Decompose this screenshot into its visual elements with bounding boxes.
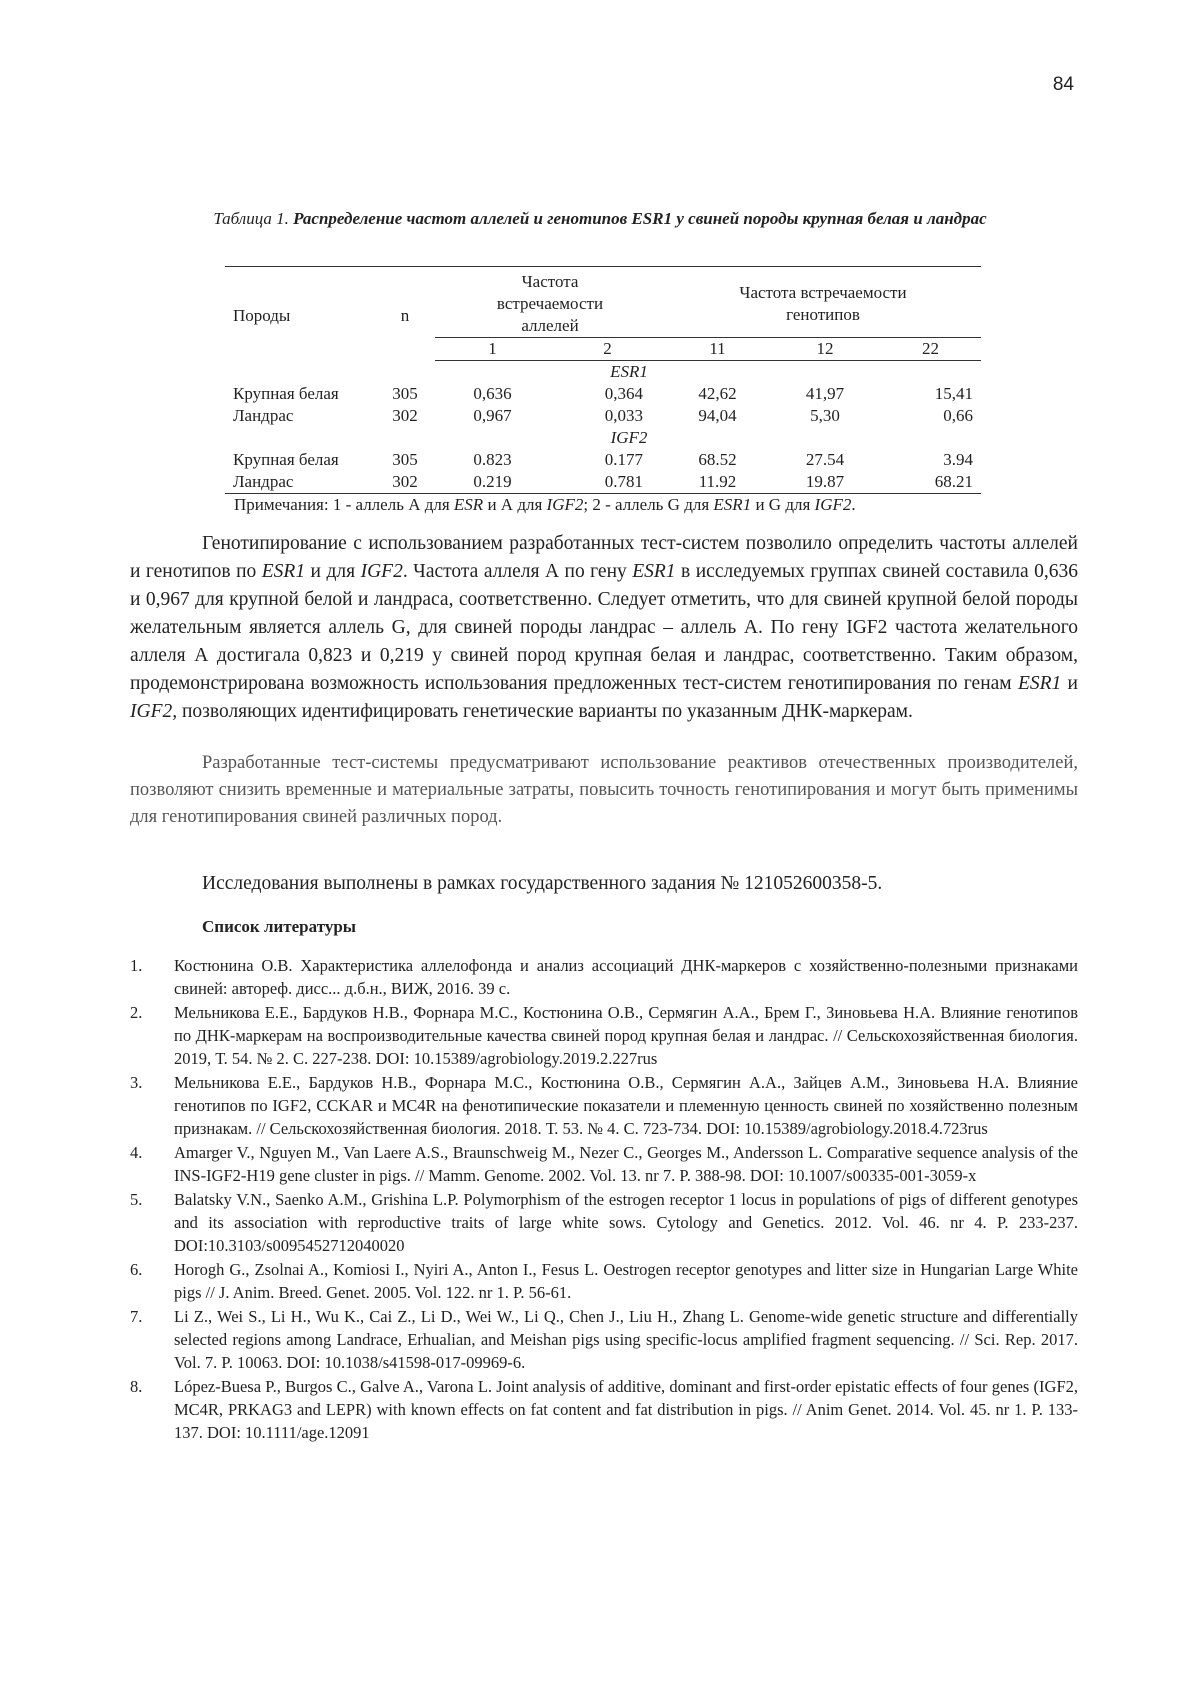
funding-paragraph: Исследования выполнены в рамках государственного задания № 121052600358-5.: [202, 873, 883, 894]
reference-text: Мельникова Е.Е., Бардуков Н.В., Форнара М.С., Костюнина О.В., Сермягин А.А., Брем Г., Зиновьева Н.А. Влияние генотипов по ДНК-маркерам на воспроизводительные качества свиней пород крупная белая и ландрас. // Сельскохозяйственная биология. 2019, Т. 54. № 2. С. 227-238. DOI: 10.15389/agrobiology.2019.2.227rus: [174, 1003, 1078, 1068]
header-genotype-12: 12: [770, 338, 880, 361]
cell-n: 305: [392, 384, 418, 403]
table-group-row: [225, 427, 981, 449]
note-text: Примечания: 1 - аллель А для: [234, 495, 454, 514]
reference-number: 8.: [130, 1377, 143, 1396]
reference-text: Amarger V., Nguyen M., Van Laere A.S., Braunschweig M., Nezer C., Georges M., Andersson L. Comparative sequence analysis of the INS-IGF2-H19 gene cluster in pigs. // Mamm. Genome. 2002. Vol. 13. nr 7. P. 388-98. DOI: 10.1007/s00335-001-3059-x: [174, 1143, 1078, 1185]
reference-text: Мельникова Е.Е., Бардуков Н.В., Форнара М.С., Костюнина О.В., Сермягин А.А., Зайцев А.М., Зиновьева Н.А. Влияние генотипов по IGF2, CCKAR и MC4R на фенотипические показатели и племенную ценность свиней по хозяйственно полезным признакам. // Сельскохозяйственная биология. 2018. Т. 53. № 4. С. 723-734. DOI: 10.15389/agrobiology.2018.4.723rus: [174, 1073, 1078, 1138]
cell-allele-1: 0.823: [473, 450, 512, 469]
note-gene: IGF2: [546, 495, 584, 514]
cell-genotype-12: 27.54: [805, 450, 845, 469]
reference-number: 6.: [130, 1260, 143, 1279]
cell-breed: Ландрас: [225, 471, 375, 494]
paragraph-text: и для: [305, 561, 361, 582]
cell-breed: Ландрас: [233, 406, 294, 425]
header-genotype-22: 22: [880, 338, 981, 361]
reference-item: [130, 1375, 1078, 1444]
gene-name: ESR1: [1017, 673, 1062, 694]
header-genotype-11: 11: [665, 338, 770, 361]
note-gene: IGF2: [814, 495, 852, 514]
table-caption-label: Таблица 1.: [213, 209, 289, 228]
reference-text: Balatsky V.N., Saenko A.M., Grishina L.P. Polymorphism of the estrogen receptor 1 locus in populations of pigs of different genotypes and its association with reproductive traits of large white sows. Cytology and Genetics. 2012. Vol. 46. nr 4. P. 233-237. DOI:10.3103/s0095452712040020: [174, 1190, 1078, 1255]
reference-text: Костюнина О.В. Характеристика аллелофонда и анализ ассоциаций ДНК-маркеров с хозяйственно-полезными признаками свиней: автореф. дисс... д.б.н., ВИЖ, 2016. 39 с.: [174, 956, 1078, 998]
gene-label-igf2: IGF2: [610, 428, 648, 447]
reference-text: Horogh G., Zsolnai A., Komiosi I., Nyiri A., Anton I., Fesus L. Oestrogen receptor genotypes and litter size in Hungarian Large White pigs // J. Anim. Breed. Genet. 2005. Vol. 122. nr 1. P. 56-61.: [174, 1260, 1078, 1302]
reference-number: 3.: [130, 1073, 143, 1092]
paragraph-text: . Частота аллеля А по гену: [402, 561, 633, 582]
note-gene: ESR1: [713, 495, 752, 514]
reference-item: [130, 1141, 1078, 1187]
cell-breed: Крупная белая: [233, 450, 339, 469]
reference-number: 7.: [130, 1307, 143, 1326]
reference-item: [130, 1258, 1078, 1304]
cell-allele-1: 0,967: [473, 406, 512, 425]
cell-breed: Крупная белая: [233, 384, 339, 403]
cell-n: 302: [392, 406, 418, 425]
header-n: n: [375, 267, 435, 361]
cell-allele-1: 0.219: [435, 471, 550, 494]
cell-allele-1: 0,636: [473, 384, 512, 403]
cell-genotype-11: 11.92: [665, 471, 770, 494]
table-caption-title: Распределение частот аллелей и генотипов ESR1 у свиней породы крупная белая и ландрас: [293, 209, 987, 228]
reference-text: Li Z., Wei S., Li H., Wu K., Cai Z., Li D., Wei W., Li Q., Chen J., Liu H., Zhang L. Genome-wide genetic structure and differentially selected regions among Landrace, Erhualian, and Meishan pigs using specific-locus amplified fragment sequencing. // Sci. Rep. 2017. Vol. 7. P. 10063. DOI: 10.1038/s41598-017-09969-6.: [174, 1307, 1078, 1372]
paragraph-text: позволяющих идентифицировать генетические варианты по указанным ДНК-маркерам.: [177, 701, 913, 722]
cell-genotype-22: 68.21: [880, 471, 981, 494]
note-text: и G для: [751, 495, 815, 514]
cell-genotype-11: 68.52: [698, 450, 737, 469]
references-title: Список литературы: [202, 917, 357, 936]
reference-item: [130, 954, 1078, 1000]
reference-item: [130, 1071, 1078, 1140]
paragraph-text: и: [1061, 673, 1078, 694]
cell-allele-2: 0.177: [604, 450, 643, 469]
reference-number: 5.: [130, 1190, 143, 1209]
cell-n: 305: [392, 450, 418, 469]
reference-item: [130, 1305, 1078, 1374]
cell-genotype-11: 42,62: [698, 384, 737, 403]
paragraph-text: в исследуемых группах свиней составила 0,636 и 0,967 для крупной белой и ландраса, соответственно. Следует отметить, что для свиней крупной белой породы желательным является аллель G, для свиней породы ландрас – аллель А. По гену IGF2 частота желательного аллеля А достигала 0,823 и 0,219 у свиней пород крупная белая и ландрас, соответственно. Таким образом, продемонстрирована возможность использования предложенных тест-систем генотипирования по генам: [130, 561, 1078, 694]
allele-genotype-table: [225, 266, 981, 494]
note-gene: ESR: [453, 495, 484, 514]
header-genotype-freq: Частота встречаемости генотипов: [665, 267, 981, 338]
reference-number: 1.: [130, 956, 143, 975]
gene-name: ESR1: [632, 561, 676, 582]
cell-allele-2: 0,033: [604, 406, 643, 425]
table-group-row: [225, 361, 981, 384]
gene-label-esr1: ESR1: [610, 362, 648, 381]
cell-genotype-12: 41,97: [805, 384, 845, 403]
note-text: .: [851, 495, 856, 514]
results-paragraph: [130, 530, 1078, 726]
paragraph-text: Генотипирование с использованием разработанных тест-систем позволило определить частоты аллелей и генотипов по: [130, 533, 1078, 582]
cell-n: 302: [375, 471, 435, 494]
conclusion-paragraph: Разработанные тест-системы предусматривают использование реактивов отечественных производителей, позволяют снизить временные и материальные затраты, повысить точность генотипирования и могут быть применимы для генотипирования свиней различных пород.: [130, 753, 1078, 827]
table-row: [225, 383, 981, 405]
table-note: [234, 494, 856, 516]
table-header-row: [225, 267, 981, 338]
table-row: [225, 449, 981, 471]
cell-allele-2: 0.781: [550, 471, 665, 494]
cell-genotype-22: 0,66: [943, 406, 973, 425]
table-row: [225, 405, 981, 427]
gene-name: IGF2,: [130, 701, 178, 722]
note-text: ; 2 - аллель G для: [583, 495, 714, 514]
cell-genotype-12: 5,30: [810, 406, 840, 425]
gene-name: IGF2: [360, 561, 403, 582]
references-list: [130, 954, 1078, 1445]
reference-number: 2.: [130, 1003, 143, 1022]
table-row: [225, 471, 981, 494]
reference-item: [130, 1001, 1078, 1070]
note-text: и А для: [483, 495, 547, 514]
cell-genotype-11: 94,04: [698, 406, 737, 425]
page-number: 84: [1052, 74, 1074, 95]
header-breeds: Породы: [225, 267, 375, 361]
reference-item: [130, 1188, 1078, 1257]
cell-allele-2: 0,364: [604, 384, 643, 403]
header-allele-2: 2: [550, 338, 665, 361]
cell-genotype-22: 15,41: [934, 384, 973, 403]
table-caption: [150, 207, 1050, 231]
cell-genotype-12: 19.87: [770, 471, 880, 494]
gene-name: ESR1: [261, 561, 306, 582]
reference-text: López-Buesa P., Burgos C., Galve A., Varona L. Joint analysis of additive, dominant and first-order epistatic effects of four genes (IGF2, MC4R, PRKAG3 and LEPR) with known effects on fat content and fat distribution in pigs. // Anim Genet. 2014. Vol. 45. nr 1. P. 133-137. DOI: 10.1111/age.12091: [174, 1377, 1078, 1442]
header-allele-1: 1: [435, 338, 550, 361]
header-allele-freq: Частота встречаемости аллелей: [435, 267, 665, 338]
reference-number: 4.: [130, 1143, 143, 1162]
cell-genotype-22: 3.94: [943, 450, 973, 469]
